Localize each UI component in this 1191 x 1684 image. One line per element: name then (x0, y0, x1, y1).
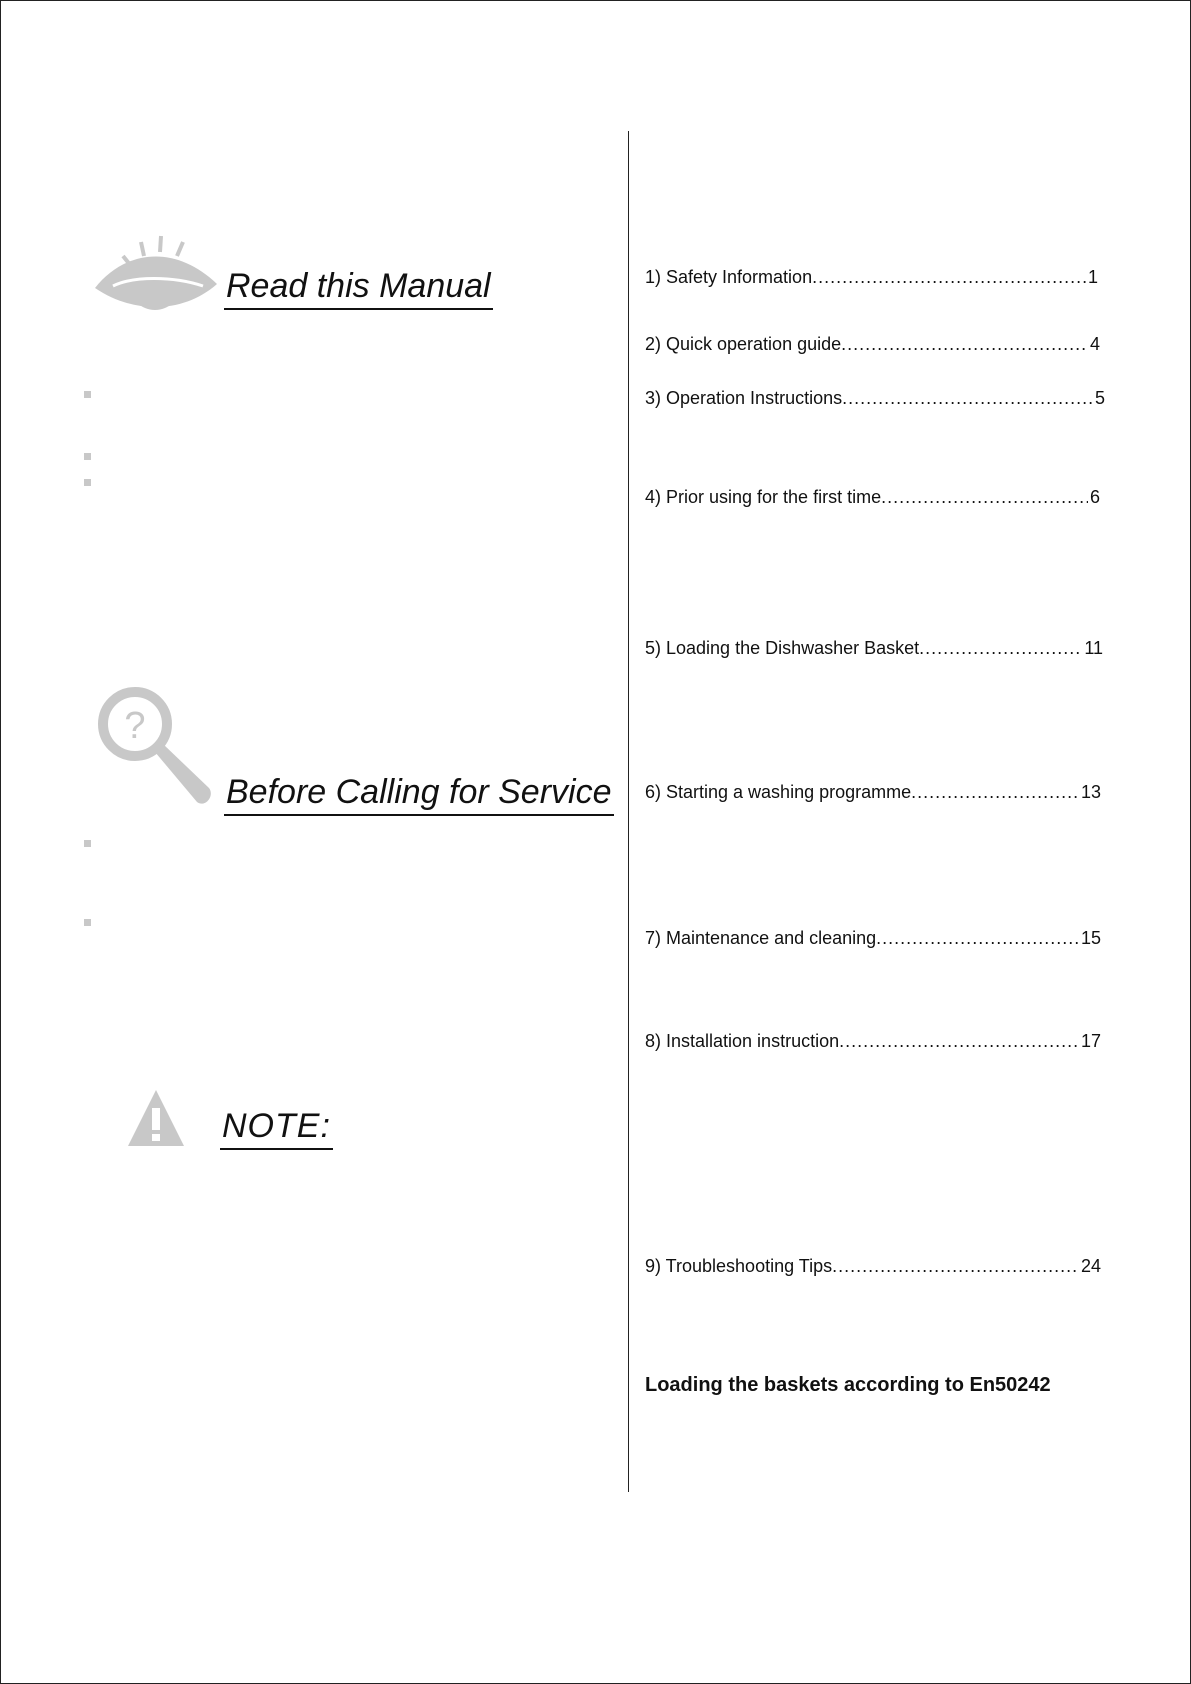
toc-item-maintenance-cleaning[interactable] (645, 926, 1101, 950)
toc-item-starting-programme[interactable] (645, 780, 1101, 804)
toc-title: 4) Prior using for the first time (645, 487, 882, 507)
toc-leader (839, 1029, 1079, 1053)
toc-page: 5 (1094, 388, 1105, 408)
toc-page: 6 (1089, 487, 1100, 507)
toc-page: 17 (1080, 1031, 1101, 1051)
toc-leader (842, 386, 1093, 410)
note-heading: NOTE: (220, 1106, 333, 1150)
svg-text:?: ? (124, 705, 146, 747)
toc-item-safety-information[interactable] (645, 265, 1098, 289)
toc-page: 1 (1087, 267, 1098, 287)
toc-page: 24 (1080, 1256, 1101, 1276)
toc-leader (881, 485, 1088, 509)
toc-title: 6) Starting a washing programme (645, 782, 912, 802)
toc-title: 9) Troubleshooting Tips (645, 1256, 833, 1276)
toc-page: 13 (1080, 782, 1101, 802)
toc-leader (812, 265, 1086, 289)
toc-leader (832, 1254, 1079, 1278)
toc-item-loading-basket[interactable] (645, 636, 1103, 660)
toc-item-quick-operation-guide[interactable] (645, 332, 1100, 356)
eye-icon (93, 232, 221, 312)
read-manual-heading: Read this Manual (224, 266, 493, 310)
bullet-marker (84, 919, 91, 926)
toc-title: 2) Quick operation guide (645, 334, 842, 354)
toc-item-prior-first-time[interactable] (645, 485, 1100, 509)
toc-page: 15 (1080, 928, 1101, 948)
toc-title: 3) Operation Instructions (645, 388, 843, 408)
bullet-marker (84, 391, 91, 398)
toc-item-troubleshooting-tips[interactable] (645, 1254, 1101, 1278)
column-divider (628, 131, 629, 1492)
toc-item-operation-instructions[interactable] (645, 386, 1105, 410)
toc-title: 1) Safety Information (645, 267, 813, 287)
toc-page: 11 (1084, 638, 1103, 658)
bullet-marker (84, 453, 91, 460)
toc-leader (876, 926, 1079, 950)
toc-title: 5) Loading the Dishwasher Basket (645, 638, 920, 658)
warning-icon (126, 1088, 186, 1148)
toc-leader (919, 636, 1082, 660)
toc-footer-loading-baskets: Loading the baskets according to En50242 (645, 1374, 1051, 1396)
toc-leader (841, 332, 1088, 356)
toc-leader (911, 780, 1079, 804)
toc-title: 7) Maintenance and cleaning (645, 928, 877, 948)
bullet-marker (84, 840, 91, 847)
toc-page: 4 (1089, 334, 1100, 354)
before-service-heading: Before Calling for Service (224, 772, 614, 816)
toc-item-installation-instruction[interactable] (645, 1029, 1101, 1053)
toc-title: 8) Installation instruction (645, 1031, 840, 1051)
bullet-marker (84, 479, 91, 486)
magnifier-question-icon (97, 684, 217, 810)
